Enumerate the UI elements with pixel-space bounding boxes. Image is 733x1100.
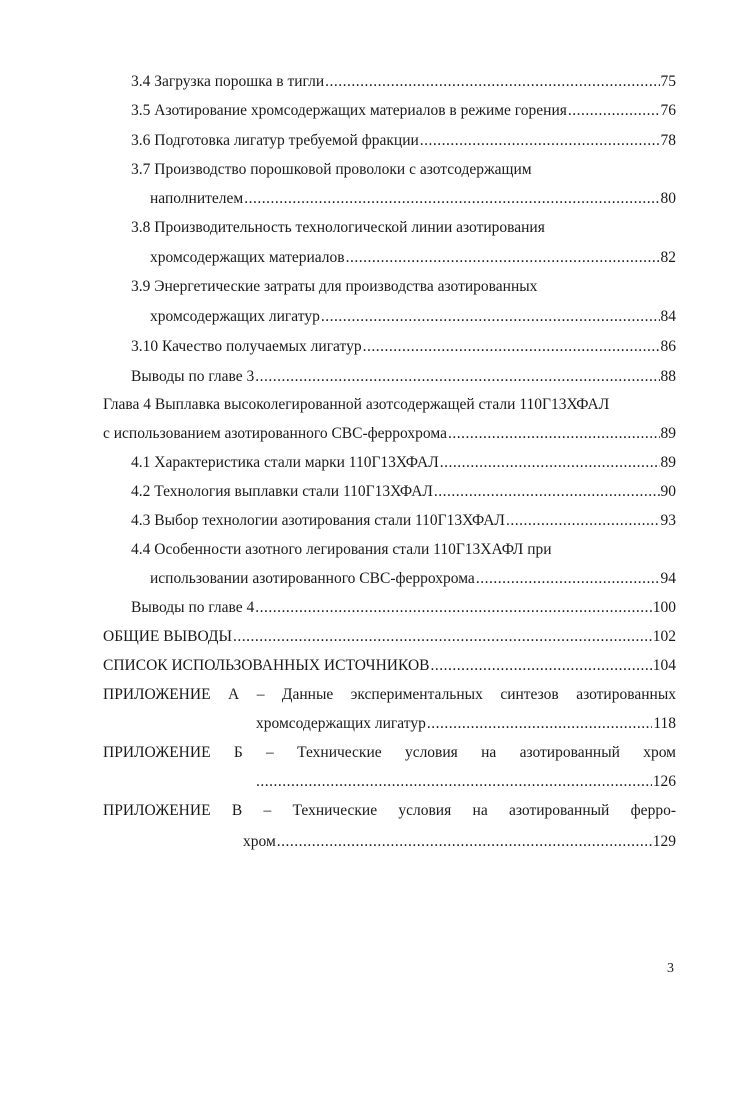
appendix-word: ПРИЛОЖЕНИЕ [103,744,211,761]
toc-page-number: 84 [660,308,676,325]
toc-page-number: 82 [660,249,676,266]
toc-entry-conclusions-4 [131,598,676,618]
toc-leader [346,248,660,268]
toc-appendix-a [256,714,676,734]
appendix-word: условия [398,802,452,819]
toc-page-number: 118 [653,715,676,732]
toc-page-number: 94 [660,570,676,587]
toc-page-number: 88 [660,368,676,385]
toc-entry-title: 3.6 Подготовка лигатур требуемой фракции [131,132,419,149]
toc-entry-3-7 [150,189,676,209]
toc-page-number: 80 [660,190,676,207]
appendix-word: – [266,744,274,761]
appendix-word: – [256,686,265,703]
appendix-word: на [481,744,497,761]
toc-leader [506,511,660,531]
appendix-word: – [263,802,272,819]
appendix-word: азотированных [576,686,676,703]
appendix-word: Технические [297,744,382,761]
appendix-word: синтезов [500,686,559,703]
toc-page-number: 126 [652,773,676,790]
appendix-word: хром [643,744,676,761]
toc-entry-title: СПИСОК ИСПОЛЬЗОВАННЫХ ИСТОЧНИКОВ [103,657,430,674]
toc-entry-4-1 [131,453,676,473]
toc-leader [244,189,659,209]
toc-leader [325,72,659,92]
toc-entry-4-2 [131,482,676,502]
appendix-word: ПРИЛОЖЕНИЕ [103,686,211,703]
toc-page-number: 102 [652,628,676,645]
toc-entry-3-9 [150,307,676,327]
toc-page-number: 76 [660,102,676,119]
toc-entry-title: ОБЩИЕ ВЫВОДЫ [103,628,232,645]
toc-leader [256,772,652,792]
toc-leader [427,714,652,734]
toc-entry-4-4 [150,569,676,589]
toc-entry-general-conclusions [103,627,676,647]
toc-entry-title: 4.1 Характеристика стали марки 110Г13ХФАЛ [131,454,439,471]
toc-entry-conclusions-3 [131,367,676,387]
toc-leader [434,482,660,502]
appendix-word: ПРИЛОЖЕНИЕ [103,802,211,819]
toc-page-number: 90 [660,483,676,500]
toc-appendix-b-line1 [103,743,676,763]
toc-page-number: 78 [660,132,676,149]
appendix-word: Б [233,744,243,761]
toc-entry-title: использовании азотированного СВС-феррохрома [150,570,475,587]
appendix-word: азотированный [509,802,610,819]
toc-leader [448,424,660,444]
appendix-word: азотированный [519,744,620,761]
page-number: 3 [667,961,674,976]
toc-leader [321,307,660,327]
toc-entry-3-9-line1: 3.9 Энергетические затраты для производства азотированных [131,278,538,295]
toc-page-number: 104 [652,657,676,674]
toc-leader [430,656,651,676]
toc-chapter-4 [103,424,676,444]
appendix-word: А [228,686,240,703]
toc-entry-3-10 [131,337,676,357]
toc-entry-title: хром [243,833,276,850]
toc-appendix-b [256,772,676,792]
toc-leader [420,131,660,151]
toc-entry-3-5 [131,101,676,121]
toc-entry-title: Выводы по главе 4 [131,599,255,616]
toc-leader [476,569,660,589]
toc-entry-title: с использованием азотированного СВС-феррохрома [103,425,447,442]
toc-page-number: 86 [660,338,676,355]
toc-entry-4-4-line1: 4.4 Особенности азотного легирования стали 110Г13ХАФЛ при [131,541,552,558]
toc-entry-title: хромсодержащих лигатур [256,715,426,732]
toc-entry-3-8 [150,248,676,268]
toc-page-number: 75 [660,73,676,90]
appendix-word: Технические [292,802,378,819]
toc-entry-title: наполнителем [150,190,244,207]
toc-entry-title: Выводы по главе 3 [131,368,255,385]
toc-leader [233,627,652,647]
toc-leader [440,453,660,473]
appendix-word: экспериментальных [350,686,483,703]
toc-entry-title: хромсодержащих лигатур [150,308,320,325]
toc-entry-4-3 [131,511,676,531]
toc-leader [363,337,660,357]
toc-leader [255,367,659,387]
toc-chapter-4-line1: Глава 4 Выплавка высоколегированной азотсодержащей стали 110Г13ХФАЛ [103,396,610,413]
toc-entry-title: хромсодержащих материалов [150,249,345,266]
toc-page-number: 129 [652,833,676,850]
toc-entry-title: 4.3 Выбор технологии азотирования стали 110Г13ХФАЛ [131,512,505,529]
appendix-word: В [231,802,243,819]
toc-page-number: 89 [660,425,676,442]
toc-entry-title: 3.5 Азотирование хромсодержащих материалов в режиме горения [131,102,567,119]
appendix-word: Данные [281,686,334,703]
toc-entry-3-7-line1: 3.7 Производство порошковой проволоки с азотсодержащим [131,161,532,178]
toc-leader [568,101,660,121]
appendix-word: условия [404,744,458,761]
toc-page-number: 100 [652,599,676,616]
toc-entry-title: 3.10 Качество получаемых лигатур [131,338,362,355]
toc-appendix-v-line1 [103,801,676,821]
toc-entry-title: 3.4 Загрузка порошка в тигли [131,73,325,90]
toc-leader [255,598,651,618]
toc-entry-sources [103,656,676,676]
toc-page-number: 93 [660,512,676,529]
toc-appendix-v [243,832,676,852]
toc-leader [277,832,652,852]
appendix-word: ферро- [630,802,676,819]
toc-page-number: 89 [660,454,676,471]
toc-entry-3-4 [131,72,676,92]
toc-entry-title: 4.2 Технология выплавки стали 110Г13ХФАЛ [131,483,433,500]
toc-entry-3-6 [131,131,676,151]
toc-entry-3-8-line1: 3.8 Производительность технологической линии азотирования [131,219,545,236]
appendix-word: на [472,802,488,819]
toc-appendix-a-line1 [103,685,676,705]
